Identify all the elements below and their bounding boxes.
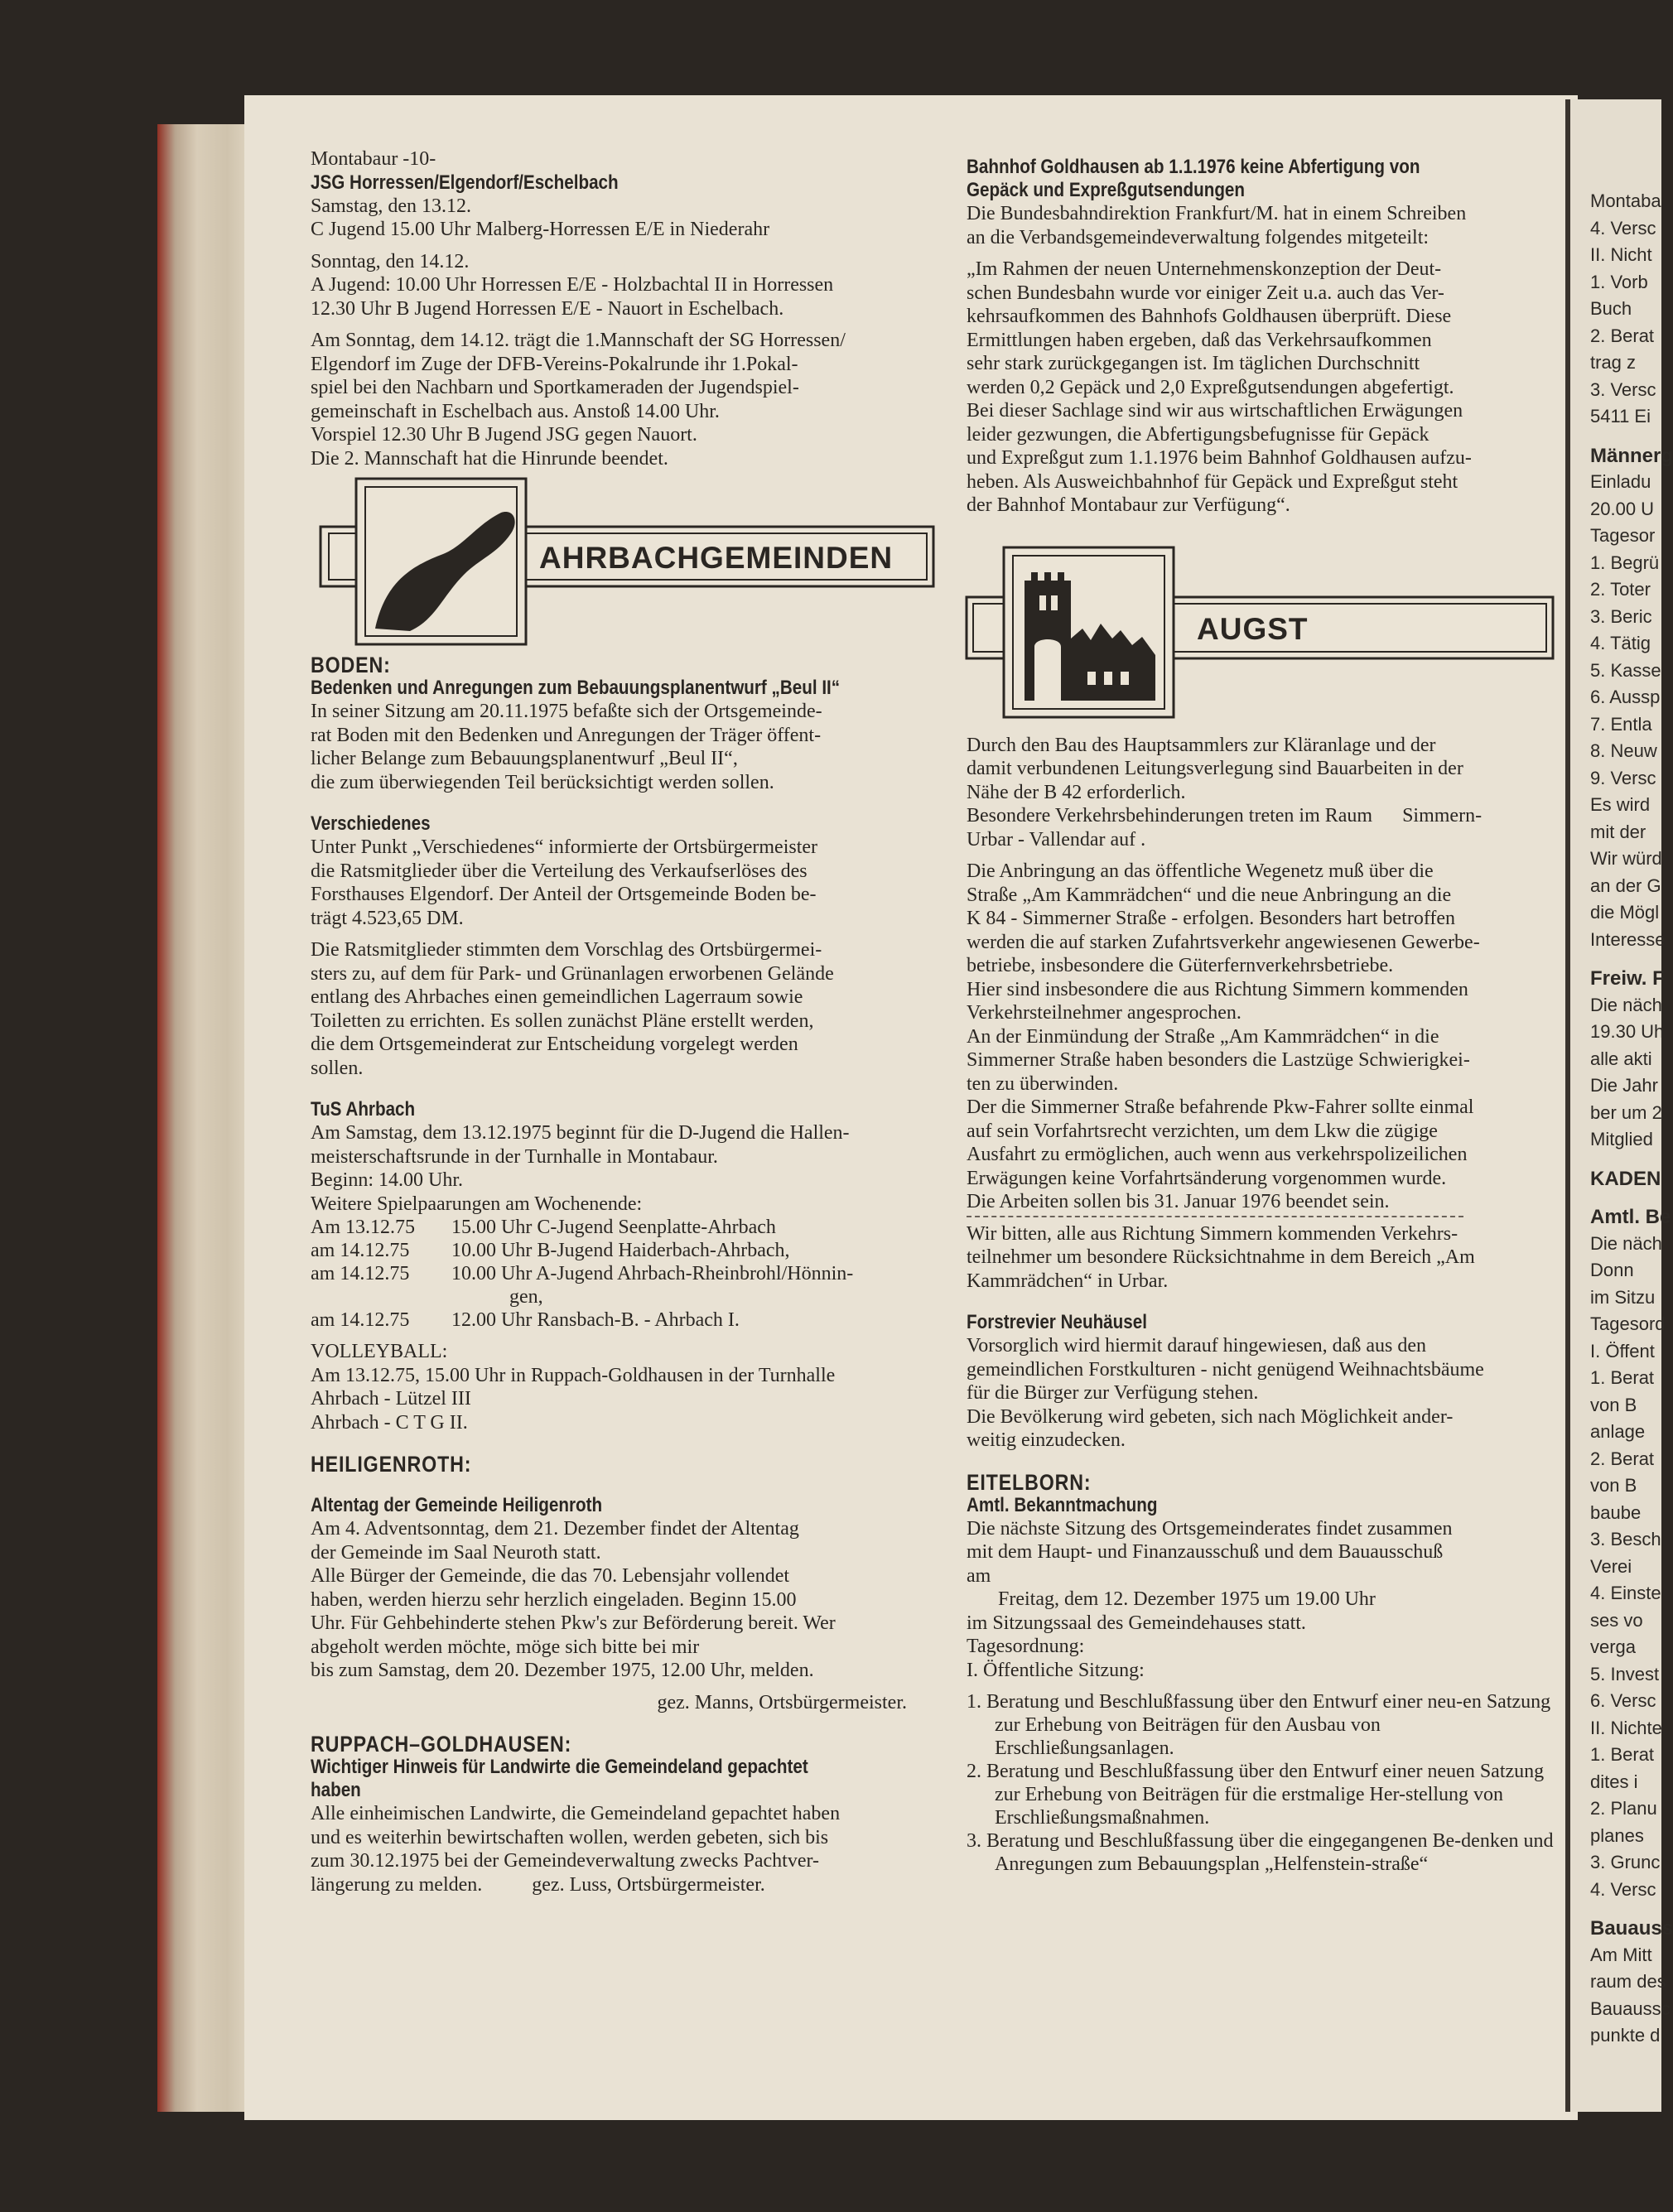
table-row: gen, [509,1286,543,1308]
eitelborn-paragraph: Die nächste Sitzung des Ortsgemeinderates findet zusammen mit dem Haupt- und Finanzausschuß und dem Bauausschuß am Freitag, dem 12. Dezember 1975 um 19.00 Uhr im Sitzungssaal des Gemeindehauses statt. Tagesordnung: I. Öffentliche Sitzung: [967,1517,1555,1683]
boden-subheading: Bedenken und Anregungen zum Bebauungsplanentwurf „Beul II“ [311,677,841,699]
meeting-date: Freitag, dem 12. Dezember 1975 um 19.00 Uhr [998,1588,1376,1610]
ruppach-paragraph: Alle einheimischen Landwirte, die Gemeindeland gepachtet haben und es weiterhin bewirtschaften wollen, werden gebeten, sich bis zum 30.12.1975 bei der Gemeindeverwaltung zwecks Pachtver- längerung zu melden. gez. Luss, Ortsbürgermeister. [311,1803,841,1896]
book-page-edge [157,124,257,2112]
next-page-line: Am Mitt [1590,1944,1652,1965]
next-page-line: im Sitzu [1590,1286,1656,1308]
next-page-line: Verei [1590,1555,1632,1577]
augst-banner-label: AUGST [1197,611,1309,646]
jsg-line: 12.30 Uhr B Jugend Horressen E/E - Nauort in Eschelbach. [311,297,784,320]
next-page-line: ber um 2 [1590,1101,1662,1123]
next-page-line: Wir würd [1590,848,1662,869]
augst-banner [967,547,1555,725]
next-page-line: 3. Grunc [1590,1852,1661,1872]
bahnhof-quote: „Im Rahmen der neuen Unternehmenskonzeption der Deut- schen Bundesbahn wurde vor einiger Zeit u.a. auch das Ver- kehrsaufkommen des Bahnhofs Goldhausen überprüft. Diese Ermittlungen haben ergeben, daß das Verkehrsaufkommen sehr stark zurückgegangen ist. Im täglichen Durchschnitt werden 0,2 Gepäck und 2,0 Expreßgutsendungen abgefertigt. Bei dieser Sachlage sind wir aus wirtschaftlichen Erwägungen leider gezwungen, die Abfertigungsbefugnisse für Gepäck und Expreßgut zum 1.1.1976 beim Bahnhof Goldhausen aufzu- heben. Als Ausweichbahnhof für Gepäck und Expreßgut steht der Bahnhof Montabaur zur Verfügung“. [967,258,1472,516]
next-page-line: Interesse [1590,928,1666,950]
next-page-line: KADEN [1590,1167,1661,1190]
next-page-line: 1. Berat [1590,1744,1655,1765]
next-page-line: 4. Tätig [1590,633,1651,653]
jsg-paragraph: Am Sonntag, dem 14.12. trägt die 1.Mannschaft der SG Horressen/ Elgendorf im Zuge der DFB-Vereins-Pokalrunde ihr 1.Pokal- spiel bei den Nachbarn und Sportkameraden der Jugendspiel- gemeinschaft in Eschelbach aus. Anstoß 14.00 Uhr. Vorspiel 12.30 Uhr B Jugend JSG gegen Nauort. Die 2. Mannschaft hat die Hinrunde beendet. [311,330,846,470]
next-page-line: Tagesor [1590,525,1656,546]
left-column [311,147,940,1896]
next-page-line: punkte d [1590,2025,1661,2046]
augst-paragraph: Wir bitten, alle aus Richtung Simmern kommenden Verkehrs- teilnehmer um besondere Rücksichtnahme in dem Bereich „Am Kammrädchen“ in Urbar. [967,1222,1475,1292]
verschiedenes-paragraph: Unter Punkt „Verschiedenes“ informierte der Ortsbürgermeister die Ratsmitglieder über die Verteilung des Verkaufserlöses des Forsthauses Elgendorf. Der Anteil der Ortsgemeinde Boden be- trägt 4.523,65 DM. [311,836,818,929]
next-page-line: 3. Versc [1590,378,1656,400]
next-page-line: raum des [1590,1971,1666,1992]
table-row: am 14.12.75 10.00 Uhr B-Jugend Haiderbach-Ahrbach, [311,1240,790,1261]
eitelborn-heading: EITELBORN: [967,1469,1092,1495]
forst-heading: Forstrevier Neuhäusel [967,1311,1147,1333]
next-page-line: 19.30 Uh [1590,1021,1665,1042]
next-page-line: baube [1590,1501,1642,1523]
next-page-line: 4. Versc [1590,217,1656,239]
next-page-line: 3. Besch [1590,1529,1661,1549]
next-page-line: 3. Beric [1590,605,1652,627]
next-page-line: Mitglied [1590,1129,1653,1149]
next-page-line: 8. Neuw [1590,740,1657,761]
table-row: Am 13.12.75 15.00 Uhr C-Jugend Seenplatte-Ahrbach [311,1217,776,1238]
next-page-line: 4. Versc [1590,1878,1656,1900]
altentag-paragraph: Am 4. Adventsonntag, dem 21. Dezember findet der Altentag der Gemeinde im Saal Neuroth statt. Alle Bürger der Gemeinde, die das 70. Lebensjahr vollendet haben, werden hierzu sehr herzlich eingeladen. Beginn 15.00 Uhr. Für Gehbehinderte stehen Pkw's zur Beförderung bereit. Wer abgeholt werden möchte, möge sich bitte bei mir bis zum Samstag, dem 20. Dezember 1975, 12.00 Uhr, melden. [311,1518,836,1681]
jsg-line: Samstag, den 13.12. [311,195,471,217]
jsg-line: A Jugend: 10.00 Uhr Horressen E/E - Holzbachtal II in Horressen [311,274,834,296]
page-header: Montabaur -10- [311,148,436,170]
next-page-line: Montaba [1590,190,1661,211]
next-page-line: Männerg [1590,444,1673,467]
next-page-line: Bauaussc [1590,1998,1671,2019]
table-row: am 14.12.75 10.00 Uhr A-Jugend Ahrbach-Rheinbrohl/Hönnin- [311,1263,854,1284]
next-page-line: 5411 Ei [1590,406,1651,426]
next-page-line: 2. Berat [1590,325,1655,346]
boden-paragraph: In seiner Sitzung am 20.11.1975 befaßte sich der Ortsgemeinde- rat Boden mit den Bedenken und Anregungen der Träger öffent- licher Belange zum Bebauungsplanentwurf „Beul II“, die zum überwiegenden Teil berücksichtigt werden sollen. [311,701,822,793]
tus-heading: TuS Ahrbach [311,1098,416,1120]
next-page-line: 1. Vorb [1590,271,1648,292]
next-page-line: Amtl. Be [1590,1206,1671,1228]
next-page-line: von B [1590,1394,1637,1415]
next-page-line: Tagesord [1590,1313,1666,1334]
next-page-line: II. Nicht [1590,244,1652,265]
ahrbach-banner-label: AHRBACHGEMEINDEN [539,541,894,575]
ruppach-subheading: haben [311,1779,361,1801]
eitelborn-subheading: Amtl. Bekanntmachung [967,1493,1158,1516]
next-page-line: Bauauss [1590,1917,1673,1940]
next-page-line: Freiw. F [1590,967,1665,990]
next-page-line: II. Nichte [1590,1717,1662,1738]
next-page-line: 2. Planu [1590,1798,1657,1819]
altentag-heading: Altentag der Gemeinde Heiligenroth [311,1494,603,1516]
next-page-line: von B [1590,1475,1637,1496]
next-page-line: trag z [1590,352,1637,373]
right-column [967,156,1555,1876]
agenda-list [967,1690,1555,1876]
next-page-line: 7. Entla [1590,713,1652,735]
next-page-line: verga [1590,1636,1637,1657]
bahnhof-intro: Die Bundesbahndirektion Frankfurt/M. hat in einem Schreiben an die Verbandsgemeindeverwaltung folgendes mitgeteilt: [967,203,1467,248]
next-page-line: 1. Berat [1590,1367,1655,1388]
altentag-signature: gez. Manns, Ortsbürgermeister. [657,1691,907,1713]
ruppach-subheading: Wichtiger Hinweis für Landwirte die Gemeindeland gepachtet [311,1756,808,1778]
jsg-line: C Jugend 15.00 Uhr Malberg-Horressen E/E in Niederahr [311,219,770,240]
next-page-line: dites i [1590,1771,1638,1792]
next-page-line: planes [1590,1824,1644,1846]
next-page-line: anlage [1590,1421,1646,1442]
next-page-line: 2. Toter [1590,579,1651,600]
list-item: 3. Beratung und Beschlußfassung über die eingegangenen Be-denken und Anregungen zum Bebauungsplan „Helfenstein-straße“ [967,1830,1554,1875]
next-page-line: 1. Begrü [1590,552,1660,573]
next-page-line: Die näch [1590,994,1662,1015]
next-page-line: 5. Kasse [1590,659,1661,681]
boden-heading: BODEN: [311,653,391,677]
augst-paragraph: Die Anbringung an das öffentliche Wegenetz muß über die Straße „Am Kammrädchen“ und die neue Anbringung an die K 84 - Simmerner Straße - erfolgen. Besonders hart betroffen werden die auf starken Zufahrtsverkehr angewiesenen Gewerbe- betriebe, insbesondere die Güterfernverkehrsbetriebe. Hier sind insbesondere die aus Richtung Simmern kommenden Verkehrsteilnehmer angesprochen. An der Einmündung der Straße „Am Kammrädchen“ in die Simmerner Straße haben besonders die Lastzüge Schwierigkei- ten zu überwinden. Der die Simmerner Straße befahrende Pkw-Fahrer sollte einmal auf sein Vorfahrtsrecht verzichten, um dem Lkw die zügige Ausfahrt zu ermöglichen, auch wenn aus verkehrspolizeilichen Erwägungen keine Vorfahrtsänderung vorgenommen wurde. Die Arbeiten sollen bis 31. Januar 1976 beendet sein. [967,860,1480,1212]
list-item: 1. Beratung und Beschlußfassung über den Entwurf einer neu-en Satzung zur Erhebung von Beiträgen für den Ausbau von Erschließungsanlagen. [967,1691,1551,1759]
next-page-line: Es wird [1590,794,1651,815]
bahnhof-heading: Bahnhof Goldhausen ab 1.1.1976 keine Abfertigung von [967,156,1420,178]
next-page-line: 2. Berat [1590,1448,1655,1469]
next-page-line: I. Öffent [1590,1340,1655,1361]
jsg-line: Sonntag, den 14.12. [311,250,470,272]
next-page-line: an der G [1590,875,1661,896]
list-item: 2. Beratung und Beschlußfassung über den Entwurf einer neuen Satzung zur Erhebung von Beiträgen für die erstmalige Her-stellung von Erschließungsmaßnahmen. [967,1761,1545,1829]
tus-schedule-table [311,1216,853,1332]
verschiedenes-heading: Verschiedenes [311,812,431,835]
jsg-heading: JSG Horressen/Elgendorf/Eschelbach [311,171,619,194]
next-page-line: Einladu [1590,471,1651,492]
ratsmitglieder-paragraph: Die Ratsmitglieder stimmten dem Vorschlag des Ortsbürgermei- sters zu, auf dem für Park- und Grünanlagen erworbenen Gelände entlang des Ahrbaches einen gemeindlichen Lagerraum sowie Toiletten zu errichten. Es sollen zunächst Pläne erstellt werden, die dem Ortsgemeinderat zur Entscheidung vorgelegt werden sollen. [311,939,834,1079]
augst-paragraph: Durch den Bau des Hauptsammlers zur Kläranlage und der damit verbundenen Leitungsverlegung sind Bauarbeiten in der Nähe der B 42 erforderlich. Besondere Verkehrsbehinderungen treten im Raum Simmern- Urbar - Vallendar auf . [967,734,1483,851]
next-page-line: die Mögl [1590,902,1660,923]
divider [967,1216,1463,1217]
next-page-line: Die Jahr [1590,1075,1658,1096]
tus-paragraph: Am Samstag, dem 13.12.1975 beginnt für die D-Jugend die Hallen- meisterschaftsrunde in der Turnhalle in Montabaur. Beginn: 14.00 Uhr. Weitere Spielpaarungen am Wochenende: [311,1122,850,1215]
ahrbach-banner [311,475,940,653]
next-page-line: 6. Aussp [1590,687,1661,707]
next-page-line: Die näch [1590,1232,1662,1254]
next-page-line: 6. Versc [1590,1690,1656,1711]
ruppach-heading: RUPPACH–GOLDHAUSEN: [311,1732,572,1757]
bahnhof-heading: Gepäck und Expreßgutsendungen [967,179,1246,201]
heiligenroth-heading: HEILIGENROTH: [311,1452,472,1477]
next-page-line: 4. Einste [1590,1583,1661,1603]
next-page-line: Donn [1590,1260,1634,1280]
next-page-line: alle akti [1590,1048,1652,1069]
jsg-schedule [311,195,940,321]
next-page-line: Buch [1590,298,1632,319]
next-page-line: 5. Invest [1590,1663,1660,1684]
next-page-line: ses vo [1590,1609,1643,1631]
next-page-line: 9. Versc [1590,767,1656,788]
table-row: am 14.12.75 12.00 Uhr Ransbach-B. - Ahrbach I. [311,1309,740,1331]
next-page-line: mit der [1590,821,1646,842]
next-page-fragment [1565,99,1673,2112]
volleyball-block: VOLLEYBALL: Am 13.12.75, 15.00 Uhr in Ruppach-Goldhausen in der Turnhalle Ahrbach - Lützel III Ahrbach - C T G II. [311,1341,836,1434]
forst-paragraph: Vorsorglich wird hiermit darauf hingewiesen, daß aus den gemeindlichen Forstkulturen - nicht genügend Weihnachtsbäume für die Bürger zur Verfügung stehen. Die Bevölkerung wird gebeten, sich nach Möglichkeit ander- weitig einzudecken. [967,1335,1484,1451]
next-page-line: 20.00 U [1590,498,1655,519]
